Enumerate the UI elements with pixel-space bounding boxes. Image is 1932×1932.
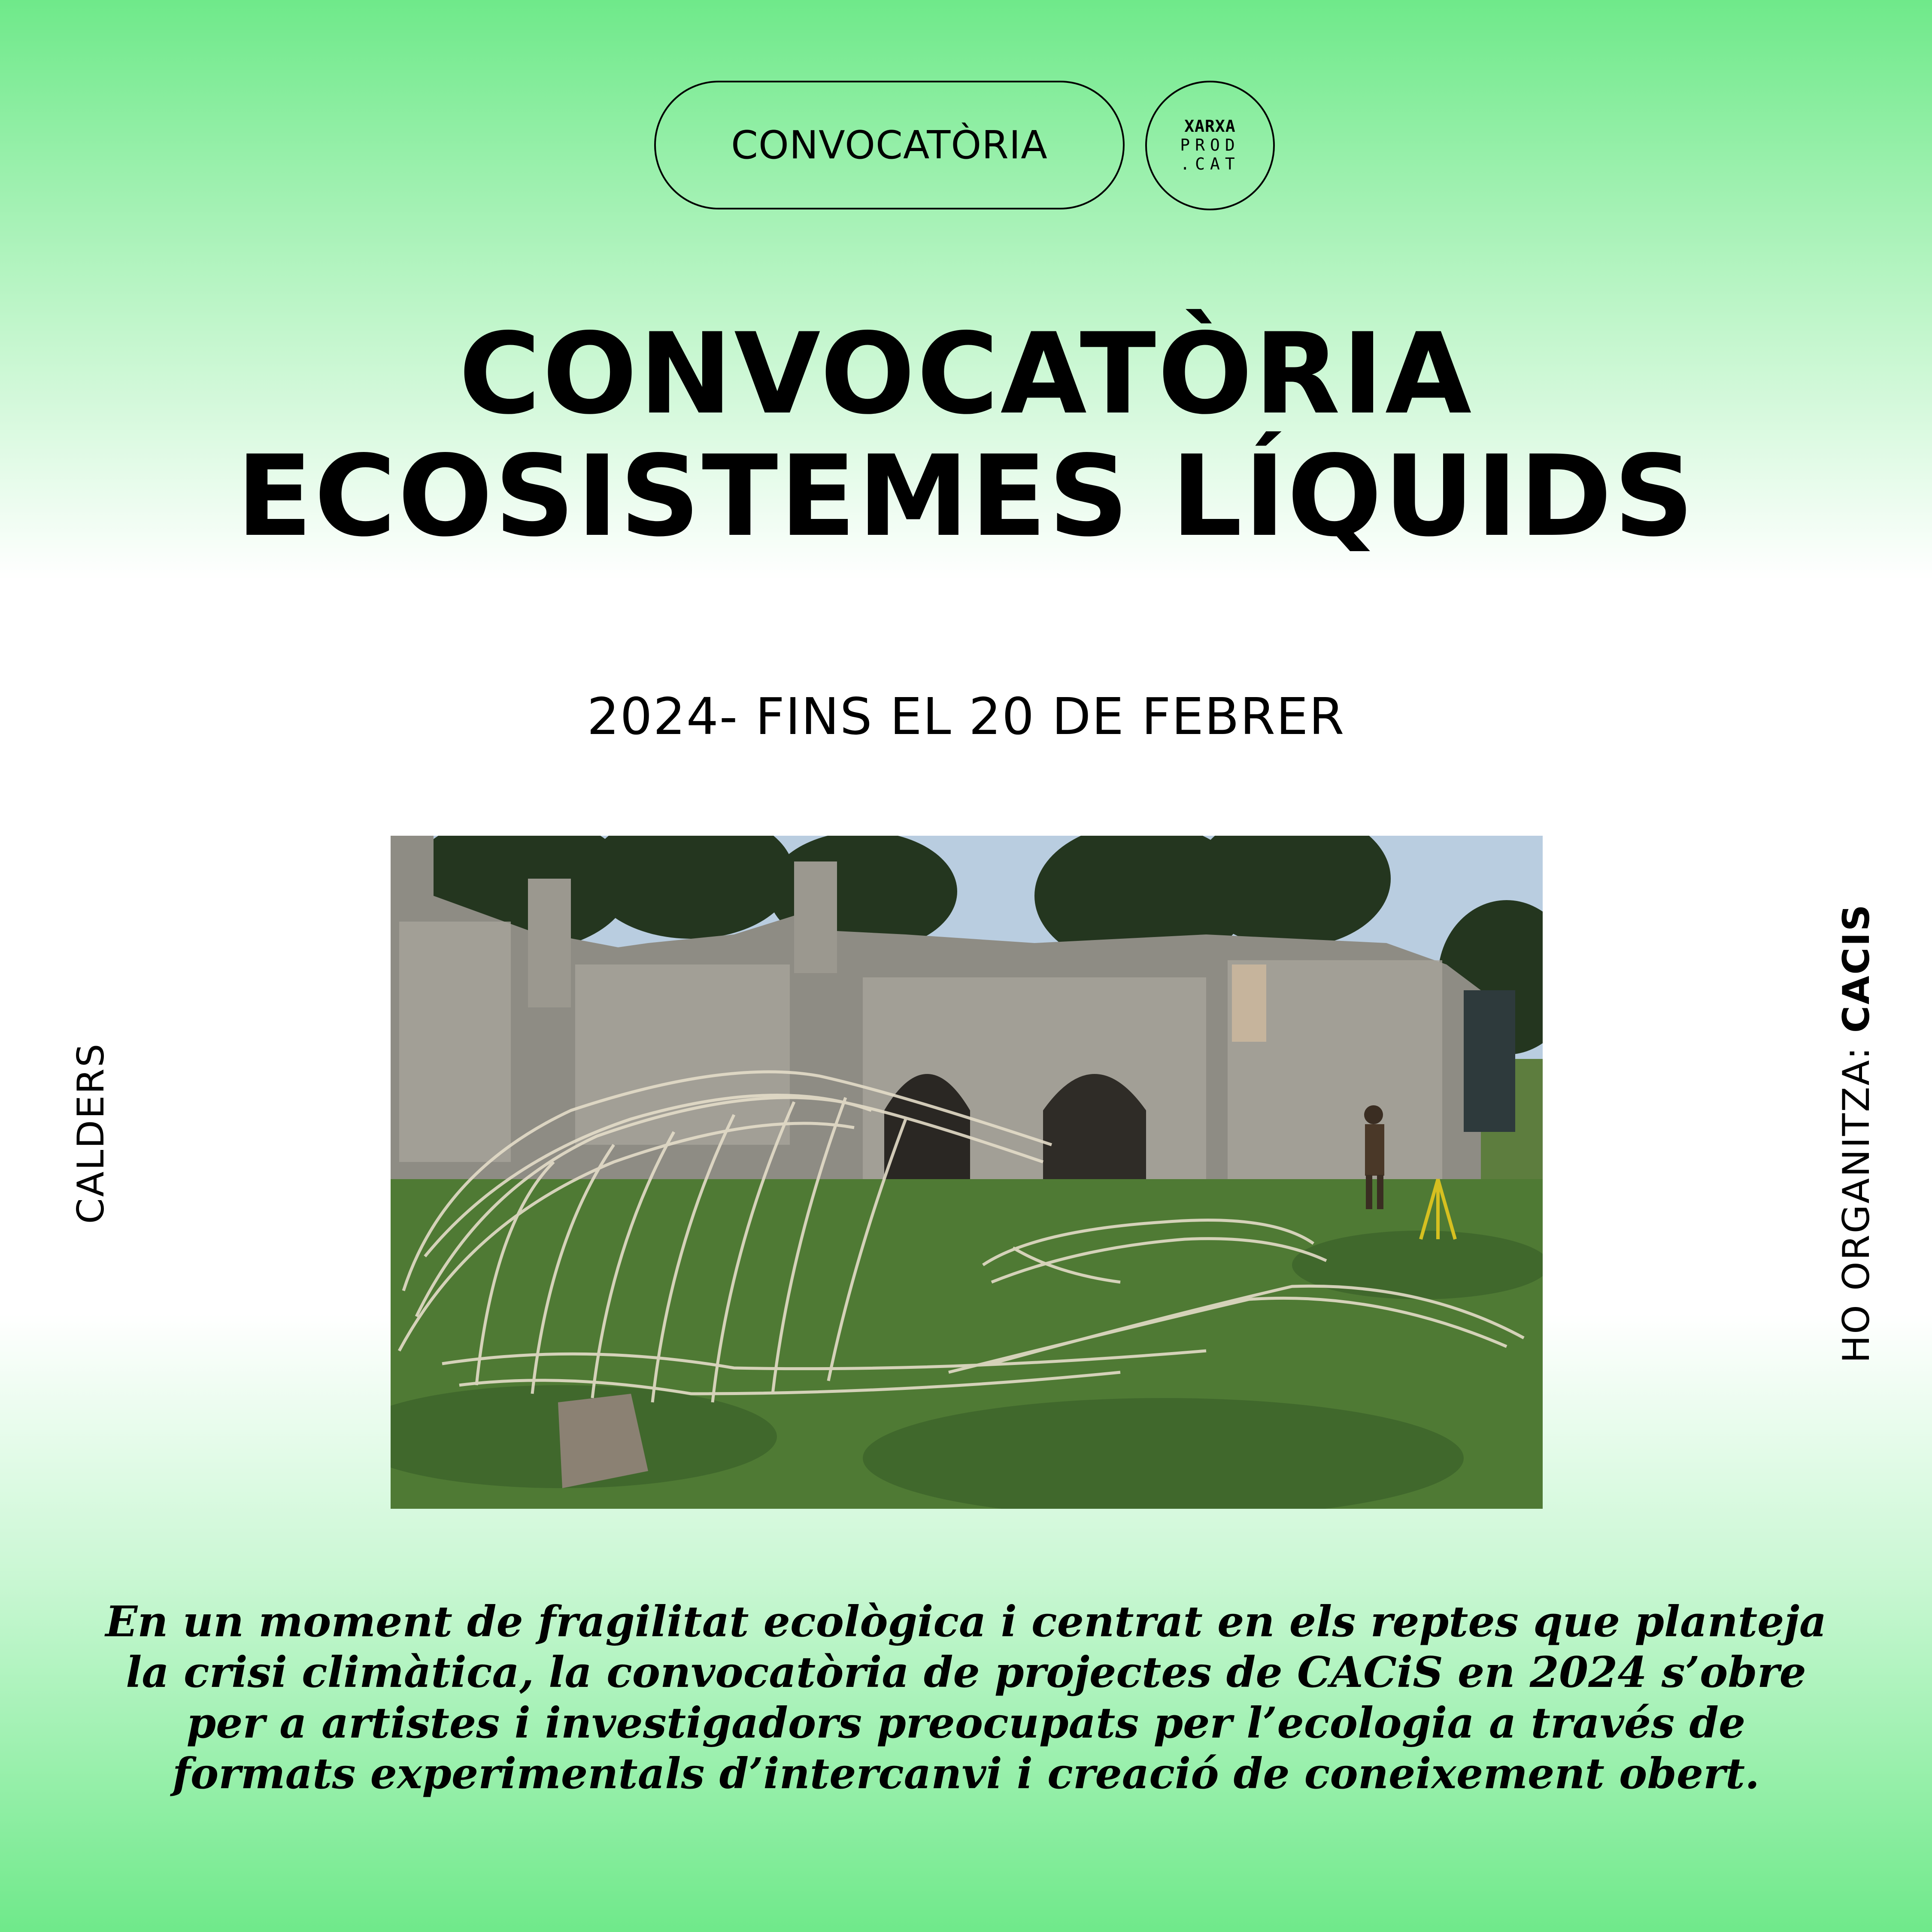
deadline-date: 2024- FINS EL 20 DE FEBRER bbox=[587, 687, 1345, 746]
logo-line-2: PROD bbox=[1180, 136, 1240, 155]
logo-line-3: .CAT bbox=[1180, 154, 1240, 173]
featured-photo bbox=[391, 836, 1543, 1509]
xarxaprod-logo bbox=[1145, 81, 1275, 210]
description-text: En un moment de fragilitat ecològica i centrat en els reptes que planteja la crisi climàtica, la convocatòria de projectes de CACiS en 2024 s’obre per a artistes i investigadors preocupats per l’ecologia a través de formats experimentals d’intercanvi i creació de coneixement obert. bbox=[105, 1597, 1827, 1799]
location-label: CALDERS bbox=[70, 1042, 112, 1224]
title-line-1: CONVOCATÒRIA bbox=[458, 309, 1474, 439]
badge-label: CONVOCATÒRIA bbox=[731, 122, 1048, 168]
convocatoria-badge bbox=[654, 81, 1125, 209]
logo-line-1: XARXA bbox=[1184, 117, 1236, 136]
organizer-label bbox=[1835, 903, 1878, 1363]
organizer-name: CACIS bbox=[1835, 903, 1878, 1033]
page-title bbox=[0, 309, 1932, 561]
title-line-2: ECOSISTEMES LÍQUIDS bbox=[236, 432, 1696, 561]
organizer-prefix: HO ORGANITZA: bbox=[1835, 1033, 1878, 1363]
